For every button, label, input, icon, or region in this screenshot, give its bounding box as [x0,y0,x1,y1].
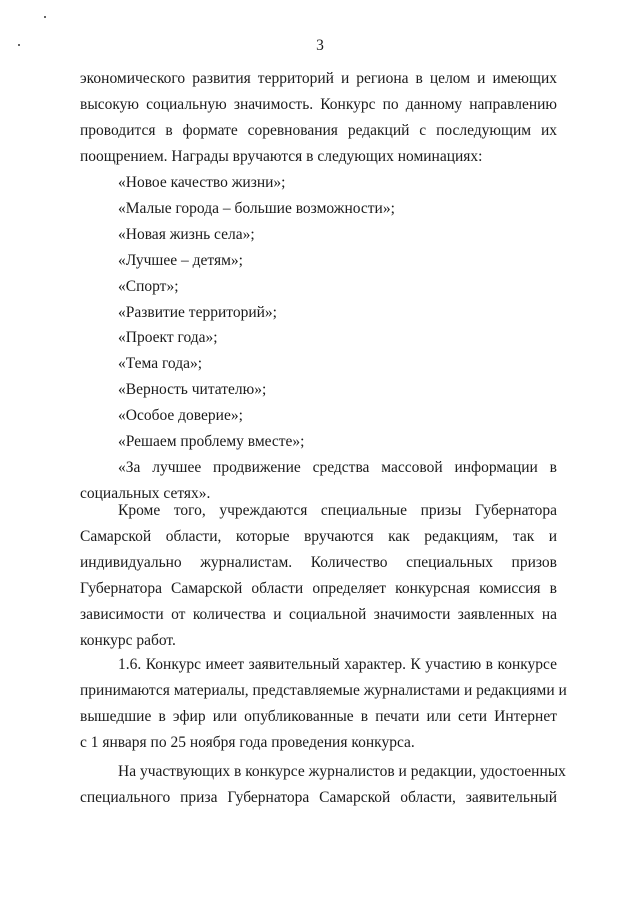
scan-speck [44,16,46,18]
text-line: Кроме того, учреждаются специальные призы Губернатора [118,502,557,519]
text-line: зависимости от количества и социальной значимости заявленных на [80,605,557,623]
nomination-item: «Спорт»; [118,277,179,295]
text-line: с 1 января по 25 ноября года проведения конкурса. [80,733,415,751]
text-line: 1.6. Конкурс имеет заявительный характер. К участию в конкурсе [118,656,557,673]
text-line: поощрением. Награды вручаются в следующих номинациях: [80,147,483,165]
nomination-item: «Лучшее – детям»; [118,251,243,269]
text-line: высокую социальную значимость. Конкурс по данному направлению [80,95,557,113]
paragraph-intro [80,66,557,170]
nomination-item: «Проект года»; [118,329,218,347]
nomination-item: «Тема года»; [118,355,203,373]
nomination-item-last-cont: социальных сетях». [80,484,211,502]
text-line: Самарской области, которые вручаются как редакциям, так и [80,527,557,545]
text-line: индивидуально журналистам. Количество специальных призов [80,553,557,571]
text-line: специального приза Губернатора Самарской области, заявительный [80,788,557,806]
text-line: На участвующих в конкурсе журналистов и редакции, удостоенных [118,763,566,780]
nomination-item: «Малые города – большие возможности»; [118,199,395,217]
nomination-item: «Верность читателю»; [118,381,267,399]
paragraph-prizes [80,498,557,653]
text-line: принимаются материалы, представляемые журналистами и редакциями и [80,681,567,699]
nomination-item: «Развитие территорий»; [118,303,277,321]
nomination-item: «Особое доверие»; [118,407,243,425]
text-line: вышедшие в эфир или опубликованные в печати или сети Интернет [80,707,557,725]
text-line: Губернатора Самарской области определяет конкурсная комиссия в [80,579,557,597]
page-number: 3 [316,37,324,54]
paragraph-1-6 [80,652,567,756]
nomination-item: «Решаем проблему вместе»; [118,433,305,451]
text-line: проводится в формате соревнования редакций с последующим их [80,121,557,139]
nominations-list [80,170,557,507]
nomination-item: «Новая жизнь села»; [118,225,255,243]
text-line: экономического развития территорий и региона в целом и имеющих [80,70,557,87]
text-line: конкурс работ. [80,631,176,649]
nomination-item-last: «За лучшее продвижение средства массовой информации в [118,458,557,476]
nomination-item: «Новое качество жизни»; [118,174,286,191]
paragraph-last [80,759,566,811]
